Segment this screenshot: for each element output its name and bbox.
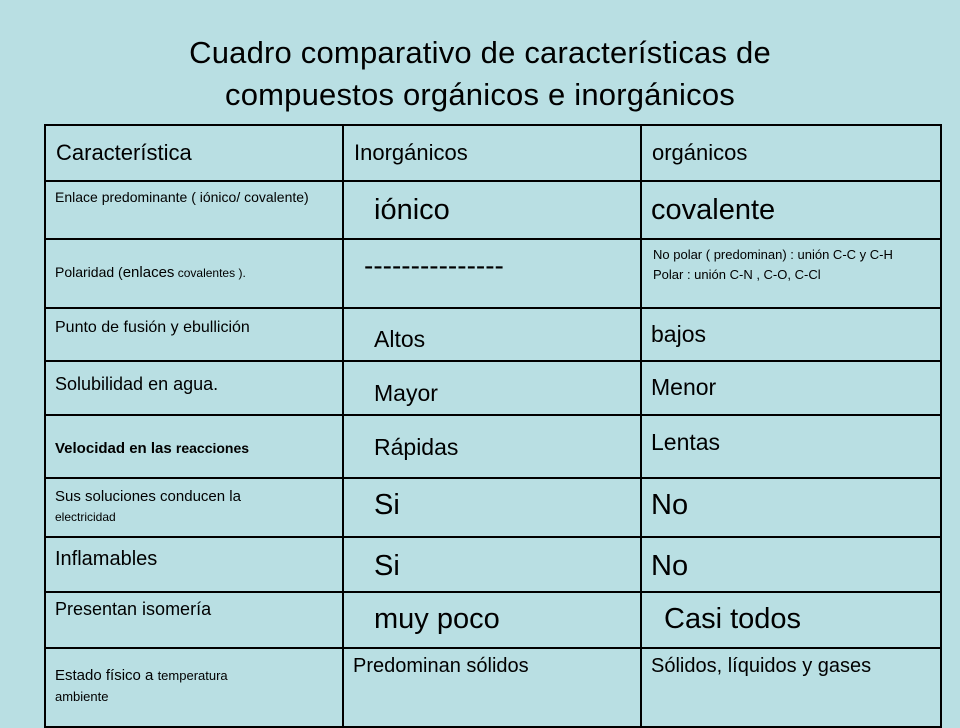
caracteristica-part: Polaridad ( — [55, 264, 123, 281]
header-inorganicos — [343, 125, 641, 181]
inorganicos-text: Rápidas — [374, 434, 459, 461]
caracteristica-part: enlaces — [122, 264, 175, 282]
inorganicos-text: Altos — [374, 326, 426, 353]
cell-caracteristica — [45, 415, 343, 478]
table-row — [45, 181, 941, 240]
organicos-text: Menor — [651, 373, 717, 400]
cell-caracteristica — [45, 592, 343, 648]
table-row — [45, 592, 941, 648]
caracteristica-text — [46, 240, 342, 281]
caracteristica-part: reacciones — [175, 440, 250, 457]
caracteristica-line: Sus soluciones conducen la — [55, 488, 241, 506]
cell-inorganicos — [343, 648, 641, 727]
inorganicos-text: --------------- — [364, 250, 504, 282]
table-row — [45, 478, 941, 537]
caracteristica-line: electricidad — [55, 510, 116, 525]
cell-caracteristica — [45, 478, 343, 537]
header-organicos-label: orgánicos — [652, 140, 748, 165]
header-organicos — [641, 125, 941, 181]
organicos-text: Sólidos, líquidos y gases — [651, 655, 872, 678]
caracteristica-line — [55, 663, 336, 689]
header-inorganicos-label: Inorgánicos — [354, 140, 468, 165]
caracteristica-text: Inflamables — [55, 547, 158, 570]
cell-inorganicos — [343, 181, 641, 240]
cell-organicos — [641, 592, 941, 648]
table-header-row — [45, 125, 941, 181]
organicos-text: bajos — [651, 321, 706, 348]
organicos-text: covalente — [651, 193, 776, 226]
inorganicos-text: iónico — [374, 193, 450, 226]
cell-caracteristica — [45, 537, 343, 593]
caracteristica-text: Presentan isomería — [55, 599, 212, 620]
caracteristica-text: Punto de fusión y ebullición — [55, 319, 250, 337]
organicos-text: No — [651, 489, 689, 522]
organicos-text: Lentas — [651, 429, 721, 456]
title-line-1: Cuadro comparativo de características de — [189, 35, 771, 70]
inorganicos-text: Predominan sólidos — [353, 655, 529, 678]
cell-organicos — [641, 415, 941, 478]
inorganicos-text: Si — [374, 489, 400, 522]
cell-caracteristica — [45, 648, 343, 727]
organicos-text — [642, 240, 940, 283]
cell-caracteristica — [45, 361, 343, 416]
cell-organicos — [641, 239, 941, 308]
cell-caracteristica — [45, 308, 343, 361]
header-caracteristica-label: Característica — [56, 140, 192, 165]
caracteristica-text — [46, 479, 342, 525]
caracteristica-part: Velocidad en las — [55, 440, 176, 458]
organicos-text: No — [651, 549, 689, 582]
caracteristica-line: ambiente — [55, 689, 109, 705]
caracteristica-text: Solubilidad en agua. — [55, 373, 219, 394]
cell-organicos — [641, 181, 941, 240]
caracteristica-part: covalentes ). — [174, 266, 246, 281]
inorganicos-text: Mayor — [374, 379, 438, 406]
cell-organicos — [641, 478, 941, 537]
cell-caracteristica — [45, 181, 343, 240]
table-row — [45, 361, 941, 416]
cell-inorganicos — [343, 361, 641, 416]
cell-caracteristica — [45, 239, 343, 308]
organicos-line: No polar ( predominan) : unión C-C y C-H — [653, 247, 893, 263]
slide-title — [0, 32, 960, 116]
cell-inorganicos — [343, 478, 641, 537]
caracteristica-part: temperatura — [157, 668, 228, 684]
comparison-table — [44, 124, 942, 728]
caracteristica-text: Enlace predominante ( iónico/ covalente) — [55, 188, 309, 205]
cell-inorganicos — [343, 415, 641, 478]
header-caracteristica — [45, 125, 343, 181]
caracteristica-part: Estado físico a — [55, 667, 158, 685]
table-row — [45, 415, 941, 478]
cell-organicos — [641, 361, 941, 416]
table-row — [45, 648, 941, 727]
table-row — [45, 308, 941, 361]
cell-inorganicos — [343, 537, 641, 593]
inorganicos-text: muy poco — [374, 603, 500, 636]
cell-organicos — [641, 308, 941, 361]
cell-inorganicos — [343, 592, 641, 648]
title-line-2: compuestos orgánicos e inorgánicos — [225, 77, 735, 112]
cell-organicos — [641, 537, 941, 593]
caracteristica-text — [46, 416, 342, 457]
cell-organicos — [641, 648, 941, 727]
organicos-text: Casi todos — [664, 603, 802, 636]
cell-inorganicos — [343, 239, 641, 308]
table-row — [45, 239, 941, 308]
cell-inorganicos — [343, 308, 641, 361]
caracteristica-text — [46, 649, 342, 705]
organicos-line: Polar : unión C-N , C-O, C-Cl — [653, 267, 821, 283]
inorganicos-text: Si — [374, 549, 400, 582]
table-row — [45, 537, 941, 593]
